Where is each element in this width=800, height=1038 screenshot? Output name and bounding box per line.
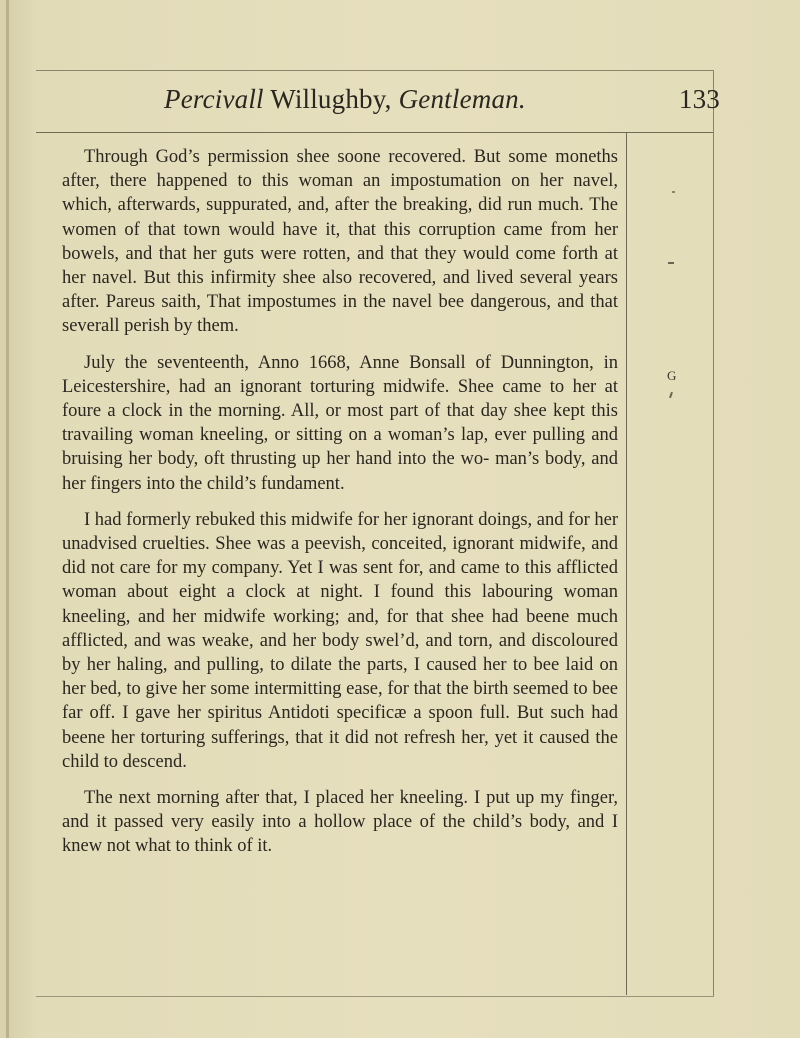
header-surname: Willughby, bbox=[263, 84, 399, 114]
body-text bbox=[62, 145, 618, 871]
running-header bbox=[164, 84, 720, 124]
header-gentleman-italic: Gentleman. bbox=[398, 84, 526, 114]
page-number: 133 bbox=[678, 84, 720, 114]
paragraph-3: I had formerly rebuked this midwife for her ignorant doings, and for her unadvised cruelties. Shee was a peevish, conceited, ignorant midwife, and did not care for my company. Yet I was sent for, and came to this afflicted woman about eight a clock at night. I found this labouring woman kneeling, and her midwife working; and, for that shee had beene much afflicted, and was weake, and her body swel’d, and torn, and discoloured by her haling, and pulling, to dilate the parts, I caused her to bee laid on her bed, to give her some intermitting ease, for that the birth seemed to bee far off. I gave her spiritus Antidoti specificæ a spoon full. But such had beene her torturing sufferings, that it did not refresh her, yet it caused the child to descend. bbox=[62, 509, 618, 772]
paragraph-4: The next morning after that, I placed her kneeling. I put up my finger, and it passed very easily into a hollow place of the child’s body, and I knew not what to think of it. bbox=[62, 788, 618, 857]
margin-note: G bbox=[667, 368, 677, 383]
header-name-italic: Percivall bbox=[164, 84, 264, 114]
margin-mark bbox=[672, 191, 675, 193]
paragraph-2: July the seventeenth, Anno 1668, Anne Bonsall of Dunnington, in Leicestershire, had an ignorant torturing midwife. Shee came to her at foure a clock in the morning. All, or most part of that day shee kept this travailing woman kneeling, or sitting on a woman’s lap, ever pulling and bruising her body, oft thrusting up her hand into the wo- man’s body, and her fingers into the child’s fundament. bbox=[62, 352, 618, 494]
margin-mark bbox=[668, 262, 674, 264]
paragraph-1: Through God’s permission shee soone recovered. But some moneths after, there happened to this woman an impostumation on her navel, which, afterwards, suppurated, and, after the breaking, did run much. The women of that town would have it, that this corruption came from her bowels, and that her guts were rotten, and that they would come forth at her navel. But this infirmity shee also recovered, and lived several years after. Pareus saith, That impostumes in the navel bee dangerous, and that severall perish by them. bbox=[62, 147, 618, 337]
binding-edge bbox=[6, 0, 9, 1038]
header-title bbox=[164, 84, 526, 115]
page bbox=[6, 0, 800, 1038]
margin-rule bbox=[626, 132, 627, 995]
header-rule bbox=[36, 132, 713, 133]
